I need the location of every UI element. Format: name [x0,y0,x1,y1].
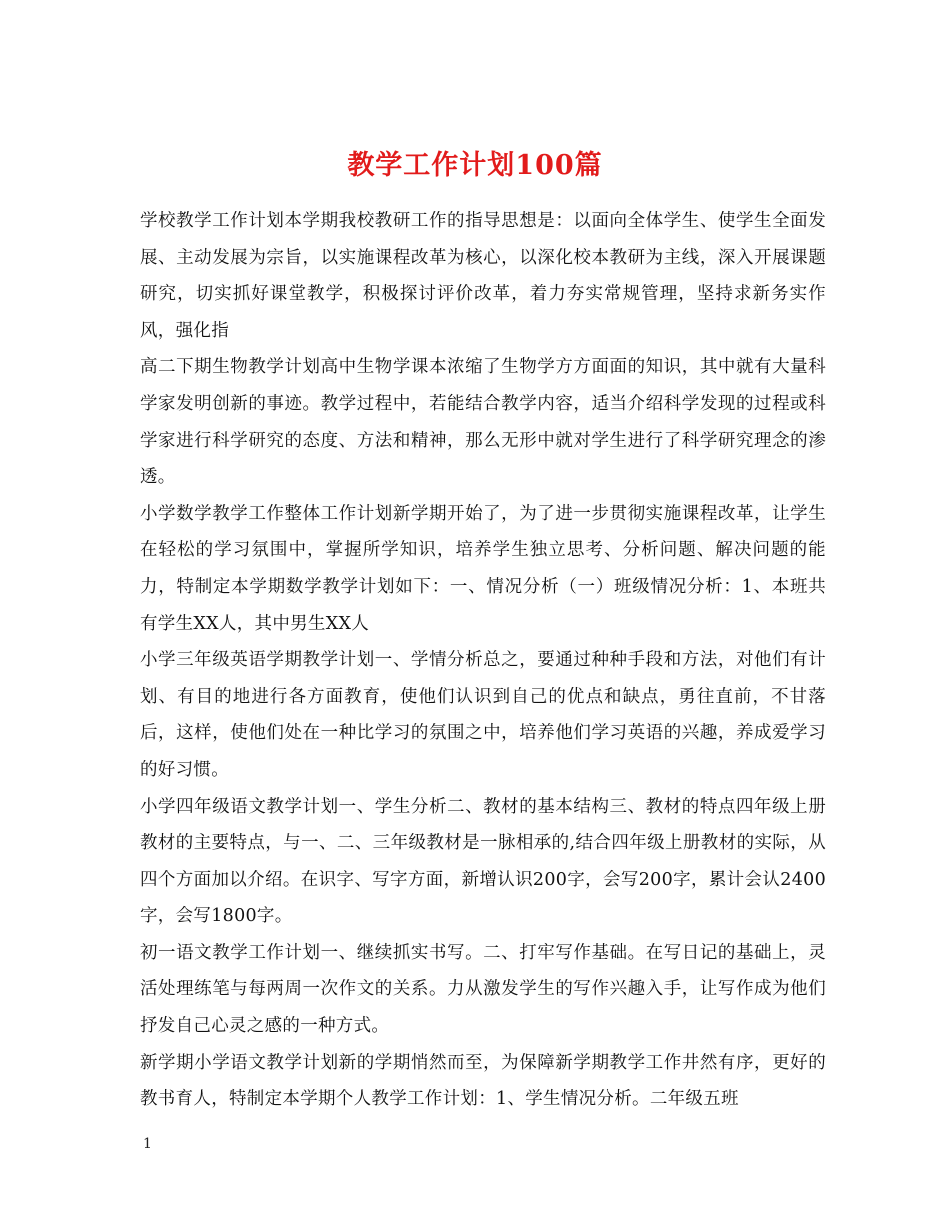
document-body [140,203,826,1118]
paragraph-primary-chinese-plan: 新学期小学语文教学计划新的学期悄然而至，为保障新学期教学工作井然有序，更好的教书育人，特制定本学期个人教学工作计划：1、学生情况分析。二年级五班 [140,1052,826,1110]
paragraph-chinese-grade4-plan: 小学四年级语文教学计划一、学生分析二、教材的基本结构三、教材的特点四年级上册教材的主要特点，与一、二、三年级教材是一脉相承的,结合四年级上册教材的实际，从四个方面加以介绍。在识字、写字方面，新增认识200字，会写200字，累计会认2400字，会写1800字。 [140,796,826,927]
paragraph-chinese-grade7-plan: 初一语文教学工作计划一、继续抓实书写。二、打牢写作基础。在写日记的基础上，灵活处理练笔与每两周一次作文的关系。力从激发学生的写作兴趣入手，让写作成为他们抒发自己心灵之感的一种方式。 [140,942,826,1037]
document-title: 教学工作计划100篇 [347,150,603,182]
paragraph-school-plan: 学校教学工作计划本学期我校教研工作的指导思想是：以面向全体学生、使学生全面发展、主动发展为宗旨，以实施课程改革为核心，以深化校本教研为主线，深入开展课题研究，切实抓好课堂教学，积极探讨评价改革，着力夯实常规管理，坚持求新务实作风，强化指 [140,211,826,341]
page-number: 1 [143,1136,152,1152]
paragraph-math-plan: 小学数学教学工作整体工作计划新学期开始了，为了进一步贯彻实施课程改革，让学生在轻松的学习氛围中，掌握所学知识，培养学生独立思考、分析问题、解决问题的能力，特制定本学期数学教学计划如下：一、情况分析（一）班级情况分析：1、本班共有学生XX人，其中男生XX人 [140,503,826,634]
paragraph-english-plan: 小学三年级英语学期教学计划一、学情分析总之，要通过种种手段和方法，对他们有计划、有目的地进行各方面教育，使他们认识到自己的优点和缺点，勇往直前，不甘落后，这样，使他们处在一种比学习的氛围之中，培养他们学习英语的兴趣，养成爱学习的好习惯。 [140,650,826,780]
paragraph-biology-plan: 高二下期生物教学计划高中生物学课本浓缩了生物学方方面面的知识，其中就有大量科学家发明创新的事迹。教学过程中，若能结合教学内容，适当介绍科学发现的过程或科学家进行科学研究的态度、方法和精神，那么无形中就对学生进行了科学研究理念的渗透。 [140,357,826,488]
